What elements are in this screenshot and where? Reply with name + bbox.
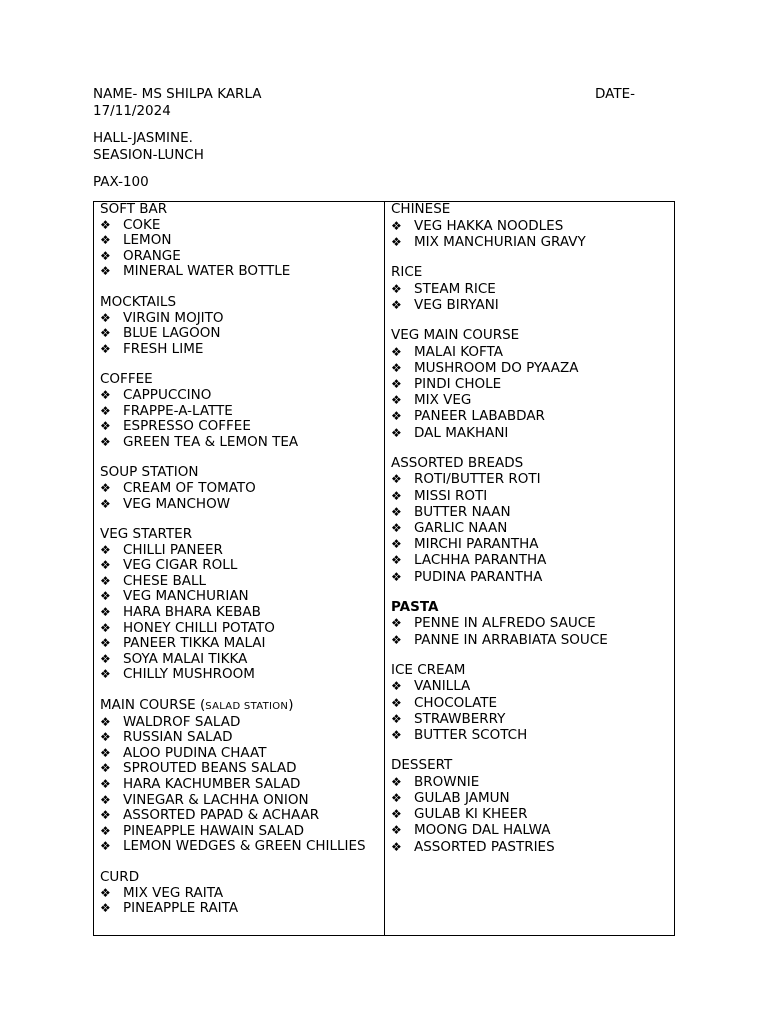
- menu-section: [391, 328, 674, 441]
- menu-item: [100, 652, 384, 668]
- menu-item: [391, 774, 674, 790]
- menu-section: [100, 527, 384, 683]
- menu-item-label: GREEN TEA & LEMON TEA: [123, 433, 299, 450]
- menu-item: [100, 497, 384, 513]
- menu-item-label: MIX VEG: [414, 392, 472, 409]
- diamond-bullet-icon: ❖: [100, 901, 111, 916]
- menu-item: [100, 901, 384, 917]
- diamond-bullet-icon: ❖: [100, 434, 111, 449]
- menu-item: [391, 360, 674, 376]
- date-label: DATE-: [595, 86, 635, 102]
- diamond-bullet-icon: ❖: [100, 730, 111, 745]
- menu-item-label: VEG MANCHOW: [123, 495, 231, 512]
- menu-item: [100, 388, 384, 404]
- menu-item: [391, 471, 674, 487]
- client-name: NAME- MS SHILPA KARLA: [93, 86, 262, 102]
- diamond-bullet-icon: ❖: [391, 632, 402, 647]
- menu-item-label: GULAB KI KHEER: [414, 806, 528, 823]
- menu-item-label: MINERAL WATER BOTTLE: [123, 263, 291, 280]
- diamond-bullet-icon: ❖: [391, 360, 402, 375]
- diamond-bullet-icon: ❖: [391, 425, 402, 440]
- diamond-bullet-icon: ❖: [100, 248, 111, 263]
- menu-item-label: WALDROF SALAD: [123, 713, 241, 730]
- menu-item: [391, 727, 674, 743]
- menu-item: [391, 520, 674, 536]
- diamond-bullet-icon: ❖: [100, 217, 111, 232]
- menu-item-label: LEMON WEDGES & GREEN CHILLIES: [123, 838, 366, 855]
- menu-item-label: CHILLI PANEER: [123, 541, 223, 558]
- menu-item: [391, 790, 674, 806]
- menu-item: [391, 569, 674, 585]
- menu-item: [100, 605, 384, 621]
- section-title: [100, 295, 384, 311]
- diamond-bullet-icon: ❖: [391, 521, 402, 536]
- menu-item-label: ROTI/BUTTER ROTI: [414, 471, 541, 488]
- menu-item: [391, 695, 674, 711]
- menu-item: [391, 711, 674, 727]
- menu-item: [391, 632, 674, 648]
- section-title: [391, 265, 674, 281]
- section-title-text: CHINESE: [391, 201, 451, 217]
- diamond-bullet-icon: ❖: [391, 616, 402, 631]
- event-date: 17/11/2024: [93, 103, 171, 119]
- menu-item: [391, 281, 674, 297]
- menu-item: [100, 574, 384, 590]
- diamond-bullet-icon: ❖: [391, 791, 402, 806]
- menu-item-label: SOYA MALAI TIKKA: [123, 650, 248, 667]
- section-title: [391, 758, 674, 774]
- menu-item-label: CHOCOLATE: [414, 694, 498, 711]
- diamond-bullet-icon: ❖: [391, 553, 402, 568]
- menu-item-label: MUSHROOM DO PYAAZA: [414, 359, 579, 376]
- diamond-bullet-icon: ❖: [100, 558, 111, 573]
- diamond-bullet-icon: ❖: [100, 777, 111, 791]
- section-title-text: VEG STARTER: [100, 526, 193, 543]
- menu-item: [391, 806, 674, 822]
- menu-item: [391, 678, 674, 694]
- menu-item: [391, 218, 674, 234]
- menu-item-label: VEG MANCHURIAN: [123, 588, 249, 605]
- diamond-bullet-icon: ❖: [391, 569, 402, 584]
- menu-item-label: LACHHA PARANTHA: [414, 552, 547, 569]
- menu-item-label: HARA BHARA KEBAB: [123, 604, 261, 621]
- section-subtitle: SALAD STATION: [205, 701, 289, 713]
- session-name: SEASION-LUNCH: [93, 147, 204, 163]
- document-header: [93, 86, 673, 191]
- section-title: [391, 663, 674, 679]
- diamond-bullet-icon: ❖: [391, 839, 402, 854]
- menu-item: [391, 408, 674, 424]
- diamond-bullet-icon: ❖: [100, 667, 111, 682]
- menu-item-label: CHESE BALL: [123, 572, 207, 589]
- diamond-bullet-icon: ❖: [100, 496, 111, 511]
- menu-item: [100, 808, 384, 824]
- menu-section: [100, 372, 384, 450]
- diamond-bullet-icon: ❖: [100, 542, 111, 557]
- diamond-bullet-icon: ❖: [391, 472, 402, 487]
- menu-item: [391, 392, 674, 408]
- section-title: [100, 527, 384, 543]
- menu-item: [391, 376, 674, 392]
- section-title-text: MAIN COURSE (: [100, 697, 206, 714]
- menu-item-label: BUTTER NAAN: [414, 503, 511, 520]
- diamond-bullet-icon: ❖: [100, 233, 111, 248]
- menu-item: [100, 249, 384, 265]
- diamond-bullet-icon: ❖: [391, 774, 402, 789]
- menu-item: [100, 715, 384, 731]
- menu-item: [100, 233, 384, 249]
- section-title-text: DESSERT: [391, 757, 453, 774]
- diamond-bullet-icon: ❖: [100, 839, 111, 854]
- section-title: [100, 870, 384, 886]
- menu-item: [100, 667, 384, 683]
- diamond-bullet-icon: ❖: [391, 728, 402, 743]
- menu-item: [100, 589, 384, 605]
- menu-item-label: VANILLA: [414, 678, 471, 695]
- section-title: [100, 698, 384, 715]
- diamond-bullet-icon: ❖: [391, 344, 402, 359]
- diamond-bullet-icon: ❖: [100, 823, 111, 838]
- menu-item: [100, 404, 384, 420]
- menu-item-label: PENNE IN ALFREDO SAUCE: [414, 615, 596, 632]
- menu-item-label: CREAM OF TOMATO: [123, 479, 256, 496]
- menu-item-label: VEG BIRYANI: [414, 296, 499, 313]
- menu-item: [391, 536, 674, 552]
- menu-item: [100, 558, 384, 574]
- diamond-bullet-icon: ❖: [391, 393, 402, 408]
- menu-item: [100, 311, 384, 327]
- diamond-bullet-icon: ❖: [100, 419, 111, 434]
- section-title: [391, 202, 674, 218]
- section-title-text: MOCKTAILS: [100, 293, 177, 310]
- menu-item: [391, 822, 674, 838]
- diamond-bullet-icon: ❖: [100, 326, 111, 341]
- menu-item-label: STRAWBERRY: [414, 710, 506, 727]
- diamond-bullet-icon: ❖: [100, 605, 111, 620]
- menu-item: [100, 636, 384, 652]
- section-title-text: COFFEE: [100, 371, 153, 388]
- menu-item: [391, 344, 674, 360]
- diamond-bullet-icon: ❖: [100, 808, 111, 823]
- menu-item: [391, 234, 674, 250]
- diamond-bullet-icon: ❖: [391, 377, 402, 391]
- menu-item-label: BLUE LAGOON: [123, 325, 221, 342]
- menu-item-label: COKE: [123, 216, 161, 233]
- diamond-bullet-icon: ❖: [100, 761, 111, 776]
- diamond-bullet-icon: ❖: [391, 234, 402, 249]
- menu-section: [391, 456, 674, 585]
- menu-item: [100, 621, 384, 637]
- menu-item-label: PANEER LABABDAR: [414, 408, 545, 425]
- diamond-bullet-icon: ❖: [391, 504, 402, 519]
- diamond-bullet-icon: ❖: [100, 573, 111, 588]
- section-title-end: ): [288, 697, 294, 714]
- menu-item: [100, 839, 384, 855]
- menu-item-label: VIRGIN MOJITO: [123, 309, 224, 326]
- menu-item: [391, 425, 674, 441]
- menu-item-label: PANEER TIKKA MALAI: [123, 635, 266, 652]
- section-title-text: RICE: [391, 264, 423, 280]
- menu-item-label: DAL MAKHANI: [414, 424, 509, 441]
- menu-item: [100, 264, 384, 280]
- menu-item-label: STEAM RICE: [414, 280, 496, 297]
- menu-item-label: FRAPPE-A-LATTE: [123, 402, 233, 419]
- menu-item: [100, 481, 384, 497]
- menu-item-label: ALOO PUDINA CHAAT: [123, 744, 267, 761]
- section-title: [100, 465, 384, 481]
- menu-item-label: PINEAPPLE RAITA: [123, 900, 239, 917]
- menu-item: [391, 297, 674, 313]
- menu-item: [100, 730, 384, 746]
- diamond-bullet-icon: ❖: [391, 807, 402, 822]
- diamond-bullet-icon: ❖: [391, 537, 402, 552]
- menu-item-label: MIX MANCHURIAN GRAVY: [414, 233, 586, 250]
- menu-item-label: HONEY CHILLI POTATO: [123, 619, 275, 636]
- menu-item-label: GULAB JAMUN: [414, 790, 510, 807]
- diamond-bullet-icon: ❖: [100, 620, 111, 635]
- diamond-bullet-icon: ❖: [391, 409, 402, 424]
- diamond-bullet-icon: ❖: [391, 823, 402, 838]
- menu-item: [100, 543, 384, 559]
- menu-item-label: PANNE IN ARRABIATA SOUCE: [414, 631, 608, 648]
- menu-item-label: SPROUTED BEANS SALAD: [123, 760, 297, 777]
- diamond-bullet-icon: ❖: [100, 387, 111, 402]
- menu-item-label: ESPRESSO COFFEE: [123, 418, 251, 435]
- menu-section: [100, 295, 384, 357]
- menu-item-label: RUSSIAN SALAD: [123, 729, 233, 746]
- section-title-text: SOUP STATION: [100, 464, 199, 481]
- section-title-text: VEG MAIN COURSE: [391, 327, 520, 343]
- menu-item-label: LEMON: [123, 232, 172, 249]
- diamond-bullet-icon: ❖: [100, 792, 111, 807]
- menu-item-label: PUDINA PARANTHA: [414, 568, 543, 585]
- diamond-bullet-icon: ❖: [391, 679, 402, 694]
- diamond-bullet-icon: ❖: [100, 745, 111, 760]
- menu-section: [100, 698, 384, 855]
- diamond-bullet-icon: ❖: [100, 714, 111, 729]
- section-title-text: ASSORTED BREADS: [391, 454, 524, 471]
- diamond-bullet-icon: ❖: [100, 341, 111, 356]
- menu-item-label: BUTTER SCOTCH: [414, 727, 528, 744]
- menu-item: [100, 824, 384, 840]
- section-title-text: PASTA: [391, 598, 439, 615]
- menu-item-label: VEG HAKKA NOODLES: [414, 217, 564, 234]
- menu-item-label: CHILLY MUSHROOM: [123, 666, 255, 683]
- menu-column-left: [94, 202, 385, 935]
- menu-table: [93, 201, 675, 936]
- section-title: [391, 328, 674, 344]
- menu-item: [391, 488, 674, 504]
- diamond-bullet-icon: ❖: [100, 589, 111, 604]
- section-title-text: CURD: [100, 868, 140, 885]
- menu-item-label: CAPPUCCINO: [123, 386, 212, 403]
- menu-item-label: ASSORTED PAPAD & ACHAAR: [123, 807, 320, 824]
- diamond-bullet-icon: ❖: [100, 651, 111, 666]
- menu-column-right: [385, 202, 674, 935]
- menu-item-label: PINDI CHOLE: [414, 376, 502, 392]
- menu-item: [100, 761, 384, 777]
- menu-section: [100, 465, 384, 512]
- section-title: [391, 600, 674, 616]
- menu-item-label: FRESH LIME: [123, 340, 204, 357]
- diamond-bullet-icon: ❖: [391, 711, 402, 726]
- section-title: [391, 456, 674, 472]
- menu-item-label: MIX VEG RAITA: [123, 884, 224, 901]
- menu-item: [100, 342, 384, 358]
- menu-section: [100, 870, 384, 917]
- menu-item: [391, 839, 674, 855]
- menu-item: [391, 504, 674, 520]
- menu-item-label: BROWNIE: [414, 773, 480, 790]
- menu-item-label: GARLIC NAAN: [414, 520, 508, 537]
- menu-section: [391, 663, 674, 743]
- section-title-text: SOFT BAR: [100, 201, 168, 217]
- menu-section: [100, 202, 384, 280]
- menu-item: [100, 435, 384, 451]
- menu-item: [100, 793, 384, 809]
- menu-item: [100, 419, 384, 435]
- menu-item: [100, 218, 384, 234]
- menu-item: [391, 615, 674, 631]
- menu-item: [100, 777, 384, 793]
- menu-section: [391, 600, 674, 648]
- menu-item-label: HARA KACHUMBER SALAD: [123, 776, 301, 792]
- hall-name: HALL-JASMINE.: [93, 130, 193, 146]
- menu-section: [391, 202, 674, 250]
- menu-item-label: PINEAPPLE HAWAIN SALAD: [123, 822, 304, 839]
- diamond-bullet-icon: ❖: [391, 297, 402, 312]
- menu-item-label: ASSORTED PASTRIES: [414, 838, 555, 855]
- diamond-bullet-icon: ❖: [100, 310, 111, 325]
- diamond-bullet-icon: ❖: [100, 480, 111, 495]
- menu-item: [391, 552, 674, 568]
- section-title-text: ICE CREAM: [391, 661, 466, 678]
- diamond-bullet-icon: ❖: [100, 885, 111, 900]
- menu-item-label: MIRCHI PARANTHA: [414, 536, 539, 553]
- pax-count: PAX-100: [93, 174, 149, 190]
- diamond-bullet-icon: ❖: [100, 264, 111, 279]
- menu-item-label: ORANGE: [123, 247, 181, 264]
- diamond-bullet-icon: ❖: [391, 695, 402, 710]
- menu-item-label: MISSI ROTI: [414, 487, 488, 504]
- section-title: [100, 202, 384, 218]
- diamond-bullet-icon: ❖: [391, 281, 402, 296]
- diamond-bullet-icon: ❖: [100, 636, 111, 651]
- menu-item-label: VINEGAR & LACHHA ONION: [123, 791, 309, 808]
- menu-item-label: MOONG DAL HALWA: [414, 822, 551, 839]
- menu-item-label: VEG CIGAR ROLL: [123, 557, 238, 574]
- menu-item-label: MALAI KOFTA: [414, 343, 503, 360]
- menu-item: [100, 326, 384, 342]
- menu-section: [391, 758, 674, 855]
- menu-section: [391, 265, 674, 313]
- menu-item: [100, 886, 384, 902]
- diamond-bullet-icon: ❖: [391, 218, 402, 233]
- diamond-bullet-icon: ❖: [391, 488, 402, 503]
- diamond-bullet-icon: ❖: [100, 403, 111, 418]
- menu-item: [100, 746, 384, 762]
- section-title: [100, 372, 384, 388]
